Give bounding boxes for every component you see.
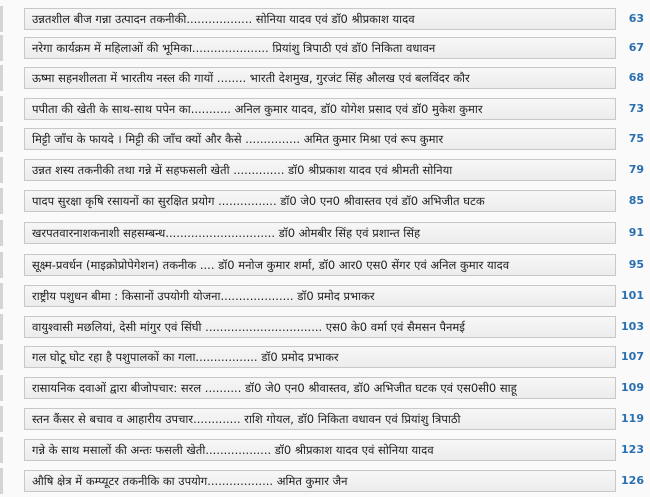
row-edge <box>0 126 3 152</box>
toc-row[interactable] <box>0 188 650 214</box>
toc-row[interactable] <box>0 6 650 32</box>
toc-entry-text: औषि क्षेत्र में कम्प्यूटर तकनीकि का उपयोग.................. अमित कुमार जैन <box>32 474 348 488</box>
toc-page-number[interactable]: 103 <box>621 320 644 333</box>
row-edge <box>0 96 3 122</box>
toc-page-number[interactable]: 123 <box>621 443 644 456</box>
toc-entry-text: राष्ट्रीय पशुधन बीमा : किसानों उपयोगी योजना.................... डॉ0 प्रमोद प्रभाकर <box>32 289 375 303</box>
toc-entry-text: मिट्टी जाँच के फायदे । मिट्टी की जाँच क्यों और कैसे ............... अमित कुमार मिश्रा एवं रूप कुमार <box>32 132 444 146</box>
toc-page-number[interactable]: 79 <box>628 163 644 176</box>
toc-page-number[interactable]: 126 <box>621 474 644 487</box>
toc-page-number[interactable]: 68 <box>628 71 644 84</box>
toc-page-number[interactable]: 63 <box>628 12 644 25</box>
toc-entry-text: खरपतवारनाशकनाशी सहसम्बन्ध.............................. डॉ0 ओमबीर सिंह एवं प्रशान्त सिंह <box>32 226 421 240</box>
toc-page-number[interactable]: 73 <box>628 102 644 115</box>
toc-page-number[interactable]: 75 <box>628 132 644 145</box>
row-edge <box>0 283 3 309</box>
toc-row[interactable] <box>0 375 650 401</box>
row-edge <box>0 406 3 432</box>
row-edge <box>0 6 3 32</box>
row-edge <box>0 437 3 463</box>
toc-row[interactable] <box>0 96 650 122</box>
toc-page-number[interactable]: 107 <box>621 350 644 363</box>
toc-row[interactable] <box>0 252 650 278</box>
row-edge <box>0 375 3 401</box>
row-edge <box>0 314 3 340</box>
toc-entry-text: नरेगा कार्यक्रम में महिलाओं की भूमिका..................... प्रियांशु त्रिपाठी एवं डॉ0 निकिता वधावन <box>32 41 436 55</box>
toc-row[interactable] <box>0 406 650 432</box>
toc-row[interactable] <box>0 35 650 61</box>
row-edge <box>0 188 3 214</box>
row-edge <box>0 252 3 278</box>
toc-page-number[interactable]: 101 <box>621 289 644 302</box>
toc-page-number[interactable]: 119 <box>621 412 644 425</box>
toc-row[interactable] <box>0 468 650 494</box>
toc-row[interactable] <box>0 437 650 463</box>
toc-page-number[interactable]: 91 <box>628 226 644 239</box>
toc-page-number[interactable]: 67 <box>628 41 644 54</box>
toc-entry-text: सूक्ष्म-प्रवर्धन (माइक्रोप्रोपेगेशन) तकनीक .... डॉ0 मनोज कुमार शर्मा, डॉ0 आर0 एस0 सेंगर एवं अनिल कुमार यादव <box>32 258 510 272</box>
toc-row[interactable] <box>0 344 650 370</box>
row-edge <box>0 344 3 370</box>
toc-page-number[interactable]: 85 <box>628 194 644 207</box>
toc-entry-text: रासायनिक दवाओं द्वारा बीजोपचार: सरल .......... डॉ0 जे0 एन0 श्रीवास्तव, डॉ0 अभिजीत घटक एवं एस0सी0 साहू <box>32 381 517 395</box>
toc-row[interactable] <box>0 65 650 91</box>
row-edge <box>0 65 3 91</box>
toc-entry-text: ऊष्मा सहनशीलता में भारतीय नस्ल की गायों ........ भारती देशमुख, गुरजंट सिंह औलख एवं बलविंदर कौर <box>32 71 470 85</box>
toc-row[interactable] <box>0 283 650 309</box>
toc-entry-text: उन्नतशील बीज गन्ना उत्पादन तकनीकी.................. सोनिया यादव एवं डॉ0 श्रीप्रकाश यादव <box>32 12 415 26</box>
toc-page-number[interactable]: 95 <box>628 258 644 271</box>
toc-row[interactable] <box>0 126 650 152</box>
toc-row[interactable] <box>0 314 650 340</box>
toc-entry-text: गल घोटू घोट रहा है पशुपालकों का गला................. डॉ0 प्रमोद प्रभाकर <box>32 350 339 364</box>
toc-entry-text: पपीता की खेती के साथ-साथ पपेन का........... अनिल कुमार यादव, डॉ0 योगेश प्रसाद एवं डॉ0 मुकेश कुमार <box>32 102 483 116</box>
row-edge <box>0 157 3 183</box>
toc-entry-text: पादप सुरक्षा कृषि रसायनों का सुरक्षित प्रयोग ................ डॉ0 जे0 एन0 श्रीवास्तव एवं डॉ0 अभिजीत घटक <box>32 194 485 208</box>
toc-entry-text: वायुश्वासी मछलियां, देसी मांगुर एवं सिंघी ................................ एस0 के0 वर्मा एवं सैमसन पैनमई <box>32 320 465 334</box>
row-edge <box>0 35 3 61</box>
row-edge <box>0 220 3 246</box>
toc-row[interactable] <box>0 157 650 183</box>
toc-page-number[interactable]: 109 <box>621 381 644 394</box>
toc-entry-text: उन्नत शस्य तकनीकी तथा गन्ने में सहफसली खेती .............. डॉ0 श्रीप्रकाश यादव एवं श्रीमती सोनिया <box>32 163 453 177</box>
toc-entry-text: गन्ने के साथ मसालों की अन्तः फसली खेती.................. डॉ0 श्रीप्रकाश यादव एवं सोनिया यादव <box>32 443 434 457</box>
row-edge <box>0 468 3 494</box>
toc-entry-text: स्तन कैंसर से बचाव व आहारीय उपचार............. राशि गोयल, डॉ0 निकिता वधावन एवं प्रियांशु त्रिपाठी <box>32 412 461 426</box>
toc-row[interactable] <box>0 220 650 246</box>
